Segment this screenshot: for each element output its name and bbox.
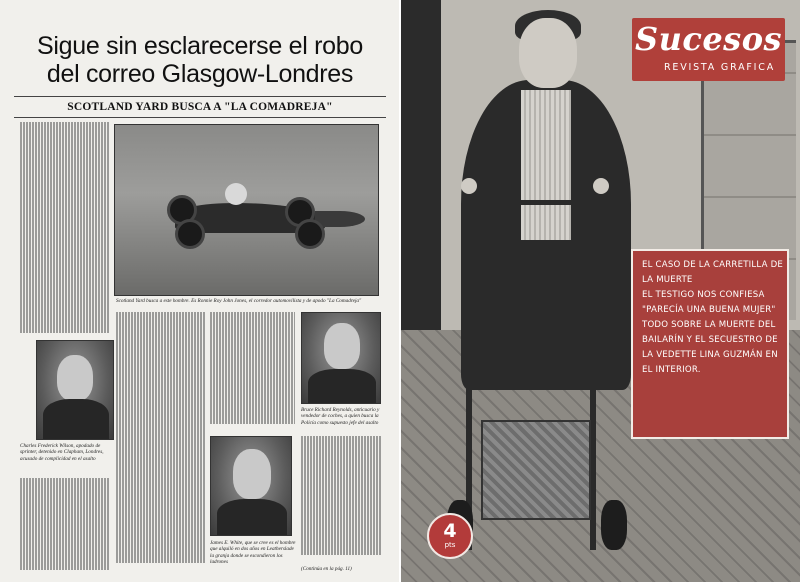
continuation-note: (Continúa en la pág. 11) [301,566,352,572]
man-hand [593,178,609,194]
text-column-left-top [20,122,110,340]
logo-title: Sucesos [634,20,783,58]
racecar-wheel [295,219,325,249]
cover-headline-line: LA VEDETTE LINA GUZMÁN EN [642,350,778,360]
racecar-nose [315,211,365,227]
portrait-face [57,355,93,401]
cover-headline-line: EL TESTIGO NOS CONFIESA [642,290,765,300]
portrait-face [233,449,271,499]
portrait-suit [43,399,109,439]
hand-truck-bar [466,200,596,205]
cover-headline-line: LA MUERTE [642,275,693,285]
portrait-photo-left [36,340,114,440]
subhead-rule [14,117,386,118]
portrait-face [324,323,360,369]
price-unit: pts [444,541,456,549]
price-value: 4 [443,520,457,542]
article-subhead: SCOTLAND YARD BUSCA A "LA COMADREJA" [67,101,333,113]
cover-headline-box [631,249,789,439]
portrait-suit [308,369,376,403]
logo-subtitle: REVISTA GRAFICA [664,62,775,73]
cover-headline-line: TODO SOBRE LA MUERTE DEL [642,320,776,330]
portrait-photo-bottom [210,436,292,536]
headline-rule [14,96,386,97]
cover-headline-line: BAILARÍN Y EL SECUESTRO DE [642,335,778,345]
portrait-suit [217,499,287,535]
magazine-logo [632,18,785,81]
text-column-left-bottom [20,478,110,578]
portrait-photo-right [301,312,381,404]
headline-line-1: Sigue sin esclarecerse el robo [37,32,363,60]
article-headline [14,32,386,88]
racecar-photo [114,124,379,296]
racecar-wheel [175,219,205,249]
hand-truck-wheel [601,500,627,550]
cover-headline-line: EL CASO DE LA CARRETILLA DE [642,260,784,270]
text-column-right [301,436,381,576]
portrait-caption-right: Bruce Richard Reynolds, anticuario y vendedor de coches, a quien busca la Policía como supuesto jefe del asalto [301,407,380,426]
racecar-caption: Scotland Yard busca a este hombre. Es Ronnie Roy John Jones, el corredor automovilista y de apodo "La Comadreja" [116,298,362,304]
headline-line-2: del correo Glasgow-Londres [46,60,354,88]
hand-truck-bar [466,380,596,385]
cover-headline-line: "PARECÍA UNA BUENA MUJER" [642,305,776,315]
newspaper-page [0,0,399,582]
man-face [519,18,577,88]
racecar-driver [225,183,247,205]
text-column-center [210,312,295,432]
price-badge [427,513,473,559]
hand-truck-plate [481,420,591,520]
portrait-caption-bottom: James E. White, que se cree es el hombre que alquiló en dos años en Leatherslade la granja donde se escondieron los ladrones [210,540,296,566]
cover-headline-line: EL INTERIOR. [642,365,701,375]
man-hand [461,178,477,194]
portrait-caption-left: Charles Frederick Wilson, apodado de sprinter, detenido en Clapham, Londres, acusado de complicidad en el asalto [20,443,104,462]
hand-truck-bar [466,290,596,295]
text-column-middle [116,312,206,572]
